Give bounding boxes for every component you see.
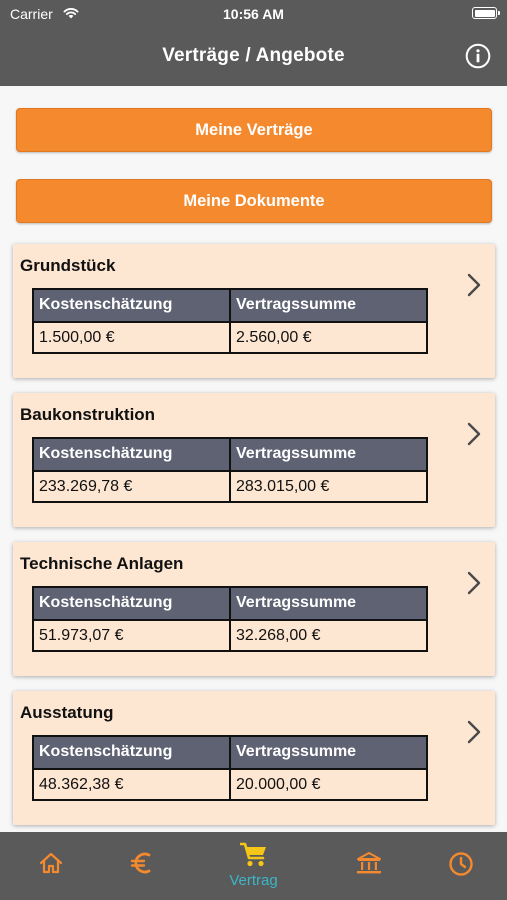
estimate-value: 48.362,38 € (39, 776, 124, 793)
battery-icon (472, 7, 497, 19)
contract-sum-value: 283.015,00 € (236, 478, 330, 495)
status-time: 10:56 AM (223, 6, 284, 22)
card-title: Baukonstruktion (20, 405, 156, 424)
tab-contracts[interactable] (203, 832, 304, 900)
card-title: Technische Anlagen (20, 554, 184, 573)
estimate-value: 1.500,00 € (39, 329, 115, 346)
euro-icon (130, 850, 154, 876)
estimate-header: Kostenschätzung (39, 594, 173, 611)
cost-table (32, 437, 428, 503)
tab-bar (0, 832, 507, 900)
category-card-grundstueck[interactable] (13, 244, 495, 378)
table-header-row (34, 290, 426, 323)
category-card-technische-anlagen[interactable] (13, 542, 495, 676)
contract-sum-value: 20.000,00 € (236, 776, 321, 793)
contract-sum-header: Vertragssumme (236, 296, 357, 313)
info-icon[interactable] (465, 43, 491, 69)
bank-icon (356, 851, 382, 875)
contract-sum-header: Vertragssumme (236, 594, 357, 611)
category-card-ausstatung[interactable] (13, 691, 495, 825)
contract-sum-header: Vertragssumme (236, 445, 357, 462)
table-row (34, 323, 426, 352)
tab-costs[interactable] (91, 832, 192, 900)
estimate-header: Kostenschätzung (39, 296, 173, 313)
status-bar (0, 6, 507, 24)
page-title: Verträge / Angebote (162, 45, 345, 66)
tab-label-vertrag: Vertrag (229, 872, 278, 889)
my-contracts-button[interactable]: Meine Verträge (16, 108, 492, 152)
table-header-row (34, 588, 426, 621)
estimate-value: 51.973,07 € (39, 627, 124, 644)
clock-icon (448, 851, 474, 877)
contract-sum-value: 32.268,00 € (236, 627, 321, 644)
contract-sum-header: Vertragssumme (236, 743, 357, 760)
chevron-right-icon[interactable] (466, 421, 482, 447)
chevron-right-icon[interactable] (466, 570, 482, 596)
table-header-row (34, 439, 426, 472)
card-title: Ausstatung (20, 703, 114, 722)
main-content[interactable] (0, 86, 507, 832)
cart-icon (240, 842, 268, 868)
chevron-right-icon[interactable] (466, 272, 482, 298)
my-documents-button[interactable]: Meine Dokumente (16, 179, 492, 223)
cost-table (32, 586, 428, 652)
table-row (34, 472, 426, 501)
chevron-right-icon[interactable] (466, 719, 482, 745)
card-title: Grundstück (20, 256, 116, 275)
home-icon (39, 852, 63, 874)
navigation-header (0, 0, 507, 86)
tab-bank[interactable] (318, 832, 419, 900)
table-row (34, 621, 426, 650)
table-row (34, 770, 426, 799)
estimate-value: 233.269,78 € (39, 478, 133, 495)
carrier-label: Carrier (10, 6, 53, 22)
table-header-row (34, 737, 426, 770)
tab-history[interactable] (410, 832, 507, 900)
contract-sum-value: 2.560,00 € (236, 329, 312, 346)
estimate-header: Kostenschätzung (39, 743, 173, 760)
cost-table (32, 735, 428, 801)
estimate-header: Kostenschätzung (39, 445, 173, 462)
tab-home[interactable] (0, 832, 101, 900)
category-card-baukonstruktion[interactable] (13, 393, 495, 527)
cost-table (32, 288, 428, 354)
